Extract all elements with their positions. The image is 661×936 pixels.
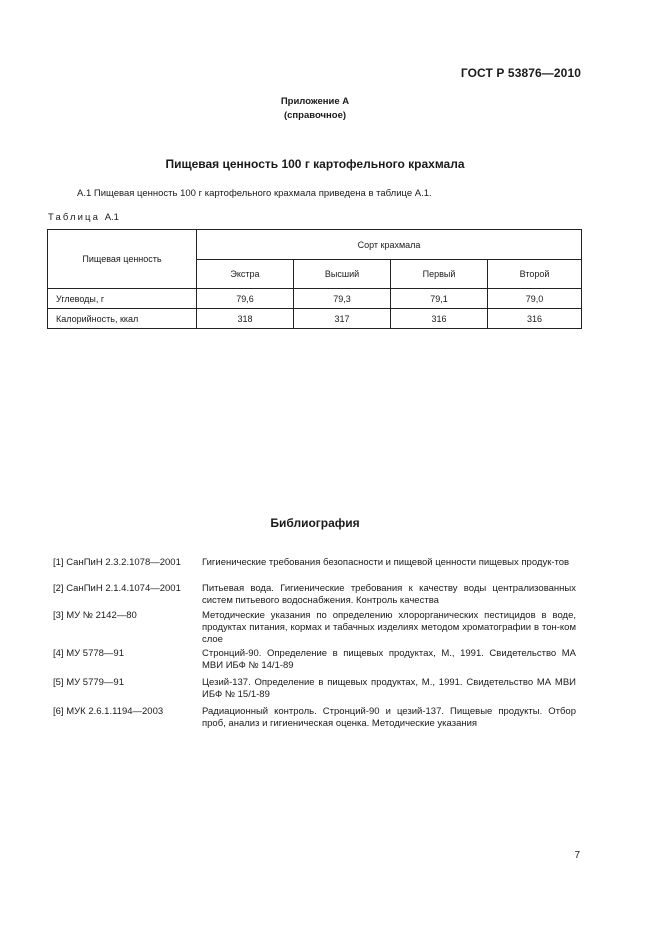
table-cell: 79,1 (391, 289, 488, 309)
row-label: Углеводы, г (48, 289, 197, 309)
bibliography-text: Стронций-90. Определение в пищевых продуктах, М., 1991. Свидетельство МА МВИ ИБФ № 14/1-89 (202, 648, 576, 671)
header-nutrition-value: Пищевая ценность (48, 230, 197, 289)
table-number: А.1 (104, 212, 119, 223)
row-label: Калорийность, ккал (48, 309, 197, 329)
bibliography-text: Гигиенические требования безопасности и пищевой ценности пищевых продук-тов (202, 557, 570, 568)
table-row (48, 289, 582, 309)
bibliography-ref: [3] МУ № 2142—80 (53, 610, 137, 621)
nutrition-table (47, 229, 582, 329)
table-row (48, 309, 582, 329)
page-number: 7 (574, 850, 580, 861)
bibliography-ref: [2] СанПиН 2.1.4.1074—2001 (53, 583, 181, 594)
bibliography-text: Радиационный контроль. Стронций-90 и цезий-137. Пищевые продукты. Отбор проб, анализ и гигиеническая оценка. Методические указания (202, 706, 576, 729)
table-label: Таблица (48, 212, 100, 223)
annex-heading (0, 95, 630, 123)
bibliography-ref: [6] МУК 2.6.1.1194—2003 (53, 706, 164, 717)
annex-title: Приложение А (280, 96, 350, 107)
bibliography-ref: [1] СанПиН 2.3.2.1078—2001 (53, 557, 181, 568)
grade-first: Первый (391, 260, 488, 289)
bibliography-title: Библиография (270, 516, 360, 530)
table-header-row (48, 230, 582, 260)
annex-subtitle: (справочное) (283, 110, 347, 121)
bibliography-text: Питьевая вода. Гигиенические требования к качеству воды централизованных систем питьевого водоснабжения. Контроль качества (202, 583, 576, 606)
grade-highest: Высший (294, 260, 391, 289)
bibliography-text: Цезий-137. Определение в пищевых продуктах, М., 1991. Свидетельство МА МВИ ИБФ № 15/1-89 (202, 677, 576, 700)
table-cell: 79,6 (197, 289, 294, 309)
table-caption (48, 212, 119, 223)
bibliography-ref: [5] МУ 5779—91 (53, 677, 124, 688)
table-cell: 79,0 (488, 289, 582, 309)
table-cell: 316 (488, 309, 582, 329)
table-cell: 79,3 (294, 289, 391, 309)
table-cell: 316 (391, 309, 488, 329)
grade-second: Второй (488, 260, 582, 289)
table-cell: 317 (294, 309, 391, 329)
intro-paragraph: А.1 Пищевая ценность 100 г картофельного крахмала приведена в таблице А.1. (77, 188, 432, 199)
section-title: Пищевая ценность 100 г картофельного крахмала (165, 157, 465, 171)
table-cell: 318 (197, 309, 294, 329)
header-starch-grade: Сорт крахмала (197, 230, 582, 260)
document-code: ГОСТ Р 53876—2010 (460, 66, 581, 80)
bibliography-ref: [4] МУ 5778—91 (53, 648, 124, 659)
bibliography-text: Методические указания по определению хлорорганических пестицидов в воде, продуктах питания, кормах и табачных изделиях методом хроматографии в тон-ком слое (202, 610, 576, 645)
grade-extra: Экстра (197, 260, 294, 289)
